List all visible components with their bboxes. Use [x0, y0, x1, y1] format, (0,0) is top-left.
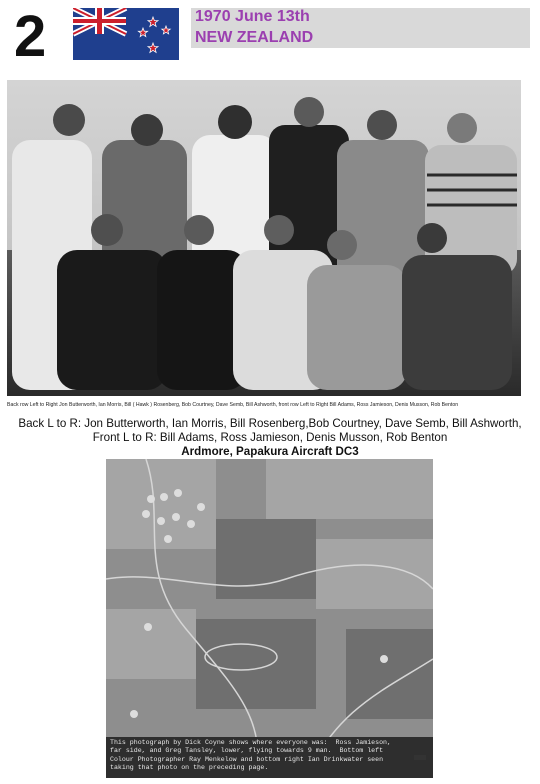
page-number: 2 — [14, 4, 47, 69]
aerial-photo-caption: This photograph by Dick Coyne shows where everyone was: Ross Jamieson, far side, and Greg Tansley, lower, flying towards 9 man. Bottom left Colour Photographer Ray Menkelow and bottom right Ian Drinkwater seen taking that photo on the preceding page. — [110, 739, 391, 772]
caption-location: Ardmore, Papakura Aircraft DC3 — [181, 445, 359, 458]
event-country: NEW ZEALAND — [195, 29, 314, 46]
team-group-photo — [7, 80, 521, 396]
event-date: 1970 June 13th — [195, 8, 310, 25]
caption-back-row: Back L to R: Jon Butterworth, Ian Morris, Bill Rosenberg,Bob Courtney, Dave Semb, Bill Ashworth, — [18, 417, 522, 430]
caption-front-row: Front L to R: Bill Adams, Ross Jamieson, Denis Musson, Rob Benton — [92, 431, 448, 444]
photo-small-caption: Back row Left to Right Jon Butterworth, Ian Morris, Bill ( Hawk ) Rosenberg, Bob Courtney, Dave Semb, Bill Ashworth, front row Left to Right Bill Adams, Ross Jamieson, Denis Musson, Rob Benton — [7, 402, 459, 408]
team-photo-image — [7, 80, 521, 396]
photo-stamp-mark — [414, 755, 426, 760]
aerial-formation-photo — [106, 459, 433, 778]
new-zealand-flag-icon — [73, 8, 179, 60]
aerial-photo-image — [106, 459, 433, 778]
